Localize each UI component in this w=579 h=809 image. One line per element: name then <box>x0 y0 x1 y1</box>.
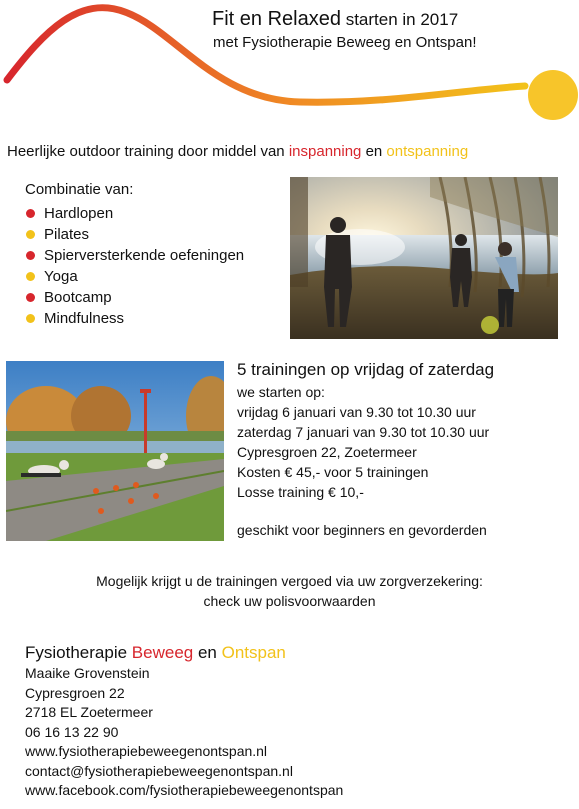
title-main: Fit en Relaxed <box>212 8 341 30</box>
practice-name-ontspan: Ontspan <box>221 643 286 662</box>
bullet-icon <box>26 314 35 323</box>
website-link[interactable]: www.fysiotherapiebeweegenontspan.nl <box>25 743 268 759</box>
address-city: 2718 EL Zoetermeer <box>25 704 153 720</box>
bullet-icon <box>26 251 35 260</box>
reimbursement-note <box>0 571 579 611</box>
activity-list <box>26 203 244 329</box>
activity-label: Spierversterkende oefeningen <box>44 247 245 264</box>
phone-number[interactable]: 06 16 13 22 90 <box>25 723 119 740</box>
sun-icon <box>528 70 578 120</box>
bullet-icon <box>26 230 35 239</box>
session-line: Kosten € 45,- voor 5 trainingen <box>237 464 429 480</box>
session-line: we starten op: <box>237 384 325 400</box>
practice-name <box>25 643 286 663</box>
intro-text <box>7 143 468 160</box>
bullet-icon <box>26 272 35 281</box>
lake-sunrise-photo <box>290 177 558 339</box>
activity-label: Bootcamp <box>44 289 112 306</box>
intro-connector: en <box>365 143 383 160</box>
session-line: zaterdag 7 januari van 9.30 tot 10.30 uur <box>237 424 490 440</box>
session-line: Cypresgroen 22, Zoetermeer <box>237 444 417 460</box>
contact-person: Maaike Grovenstein <box>25 665 150 681</box>
park-exercise-photo <box>6 361 224 541</box>
bullet-icon <box>26 293 35 302</box>
intro-word-inspanning: inspanning <box>288 143 362 160</box>
sessions-info <box>237 360 567 540</box>
combination-title: Combinatie van: <box>25 181 134 198</box>
email-link[interactable]: contact@fysiotherapiebeweegenontspan.nl <box>25 762 293 779</box>
facebook-link[interactable]: www.facebook.com/fysiotherapiebeweegenontspan <box>25 782 344 798</box>
activity-label: Pilates <box>44 226 90 243</box>
practice-name-part: Fysiotherapie <box>25 643 128 662</box>
address-street: Cypresgroen 22 <box>25 684 125 701</box>
reimbursement-line: check uw polisvoorwaarden <box>203 593 376 609</box>
activity-label: Mindfulness <box>44 310 125 327</box>
contact-block <box>25 664 343 801</box>
page-subtitle: met Fysiotherapie Beweeg en Ontspan! <box>213 34 477 51</box>
title-rest: starten in 2017 <box>345 10 459 29</box>
list-item <box>26 308 244 329</box>
page-title <box>212 8 458 31</box>
list-item <box>26 203 244 224</box>
bullet-icon <box>26 209 35 218</box>
list-item <box>26 287 244 308</box>
activity-label: Hardlopen <box>44 205 114 222</box>
activity-label: Yoga <box>44 268 78 285</box>
intro-word-ontspanning: ontspanning <box>386 143 469 160</box>
list-item <box>26 224 244 245</box>
sessions-heading: 5 trainingen op vrijdag of zaterdag <box>237 360 495 379</box>
list-item <box>26 266 244 287</box>
list-item <box>26 245 244 266</box>
session-line: Losse training € 10,- <box>237 484 364 500</box>
session-note: geschikt voor beginners en gevorderden <box>237 522 487 538</box>
intro-prefix: Heerlijke outdoor training door middel van <box>7 143 285 160</box>
session-line: vrijdag 6 januari van 9.30 tot 10.30 uur <box>237 404 476 420</box>
practice-name-part: en <box>197 643 217 662</box>
reimbursement-line: Mogelijk krijgt u de trainingen vergoed via uw zorgverzekering: <box>96 573 483 589</box>
practice-name-beweeg: Beweeg <box>131 643 194 662</box>
